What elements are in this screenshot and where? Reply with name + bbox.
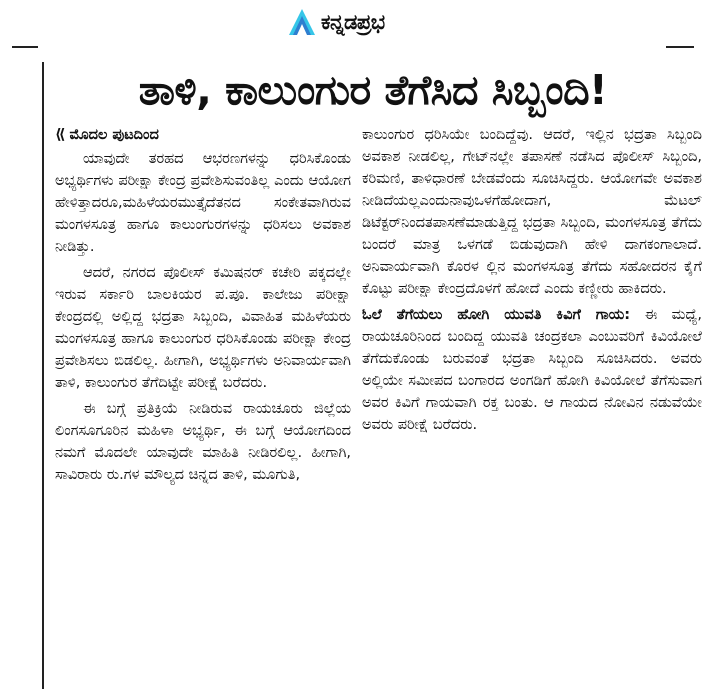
masthead bbox=[0, 0, 706, 52]
kicker-text: ಮೊದಲ ಪುಟದಿಂದ bbox=[69, 127, 159, 143]
left-column bbox=[55, 124, 351, 689]
column-divider bbox=[42, 62, 44, 689]
subhead-text: ಈ ಮಧ್ಯೆ, ರಾಯಚೂರಿನಿಂದ ಬಂದಿದ್ದ ಯುವತಿ ಚಂದ್ರಕಲಾ ಎಂಬುವರಿಗೆ ಕಿವಿಯೋಲೆ ತೆಗೆದುಕೊಂಡು ಬರುವಂತೆ ಭದ್ರತಾ ಸಿಬ್ಬಂದಿ ಸೂಚಿಸಿದರು. ಅವರು ಅಲ್ಲಿಯೇ ಸಮೀಪದ ಬಂಗಾರದ ಅಂಗಡಿಗೆ ಹೋಗಿ ಕಿವಿಯೋಲೆ ತೆಗೆಸುವಾಗ ಅವರ ಕಿವಿಗೆ ಗಾಯವಾಗಿ ರಕ್ತ ಬಂತು. ಆ ಗಾಯದ ನೋವಿನ ನಡುವೆಯೇ ಅವರು ಪರೀಕ್ಷೆ ಬರೆದರು. bbox=[362, 307, 702, 433]
subhead-paragraph bbox=[362, 304, 702, 436]
continued-kicker bbox=[55, 124, 351, 146]
right-column bbox=[362, 124, 702, 689]
brand bbox=[287, 6, 385, 38]
brand-logo-icon bbox=[287, 7, 317, 37]
masthead-rule-right bbox=[666, 46, 694, 48]
masthead-rule-left bbox=[12, 46, 38, 48]
brand-name: ಕನ್ನಡಪ್ರಭ bbox=[321, 9, 385, 34]
kicker-arrow-icon: ⟪ bbox=[55, 127, 66, 143]
headline: ತಾಳಿ, ಕಾಲುಂಗುರ ತೆಗೆಸಿದ ಸಿಬ್ಬಂದಿ! bbox=[138, 66, 608, 114]
subhead-title: ಓಲೆ ತೆಗೆಯಲು ಹೋಗಿ ಯುವತಿ ಕಿವಿಗೆ ಗಾಯ: bbox=[362, 307, 631, 323]
paragraph: ಯಾವುದೇ ತರಹದ ಆಭರಣಗಳನ್ನು ಧರಿಸಿಕೊಂಡು ಅಭ್ಯರ್ಥಿಗಳು ಪರೀಕ್ಷಾ ಕೇಂದ್ರ ಪ್ರವೇಶಿಸುವಂತಿಲ್ಲ ಎಂದು ಆಯೋಗ ಹೇಳಿತ್ತಾದರೂ,ಮಹಿಳೆಯರಮುತ್ತೈದೆತನದ ಸಂಕೇತವಾಗಿರುವ ಮಂಗಳಸೂತ್ರ ಹಾಗೂ ಕಾಲುಂಗುರಗಳನ್ನು ಧರಿಸಲು ಅವಕಾಶ ನೀಡಿತ್ತು. bbox=[55, 151, 351, 255]
paragraph: ಆದರೆ, ನಗರದ ಪೊಲೀಸ್ ಕಮಿಷನರ್ ಕಚೇರಿ ಪಕ್ಕದಲ್ಲೇ ಇರುವ ಸರ್ಕಾರಿ ಬಾಲಕಿಯರ ಪ.ಪೂ. ಕಾಲೇಜು ಪರೀಕ್ಷಾ ಕೇಂದ್ರದಲ್ಲಿ ಅಲ್ಲಿದ್ದ ಭದ್ರತಾ ಸಿಬ್ಬಂದಿ, ವಿವಾಹಿತ ಮಹಿಳೆಯರು ಮಂಗಳಸೂತ್ರ ಹಾಗೂ ಕಾಲುಂಗುರ ಧರಿಸಿಕೊಂಡು ಪರೀಕ್ಷಾ ಕೇಂದ್ರ ಪ್ರವೇಶಿಸಲು ಬಿಡಲಿಲ್ಲ. ಹೀಗಾಗಿ, ಅಭ್ಯರ್ಥಿಗಳು ಅನಿವಾರ್ಯವಾಗಿ ತಾಳಿ, ಕಾಲುಂಗುರ ತೆಗೆದಿಟ್ಟೇ ಪರೀಕ್ಷೆ ಬರೆದರು. bbox=[55, 265, 351, 391]
paragraph: ಕಾಲುಂಗುರ ಧರಿಸಿಯೇ ಬಂದಿದ್ದೆವು. ಆದರೆ, ಇಲ್ಲಿನ ಭದ್ರತಾ ಸಿಬ್ಬಂದಿ ಅವಕಾಶ ನೀಡಲಿಲ್ಲ, ಗೇಟ್‌ನಲ್ಲೇ ತಪಾಸಣೆ ನಡೆಸಿದ ಪೊಲೀಸ್ ಸಿಬ್ಬಂದಿ, ಕರಿಮಣಿ, ತಾಳಿಧಾರಣೆ ಬೇಡವೆಂದು ಸೂಚಿಸಿದ್ದರು. ಆಯೋಗವೇ ಅವಕಾಶ ನೀಡಿದೆಯಲ್ಲಎಂದುನಾವುಒಳಗೆಹೋದಾಗ, ಮೆಟಲ್ ಡಿಟೆಕ್ಟರ್‌ನಿಂದತಪಾಸಣೆಮಾಡುತ್ತಿದ್ದ ಭದ್ರತಾ ಸಿಬ್ಬಂದಿ, ಮಂಗಳಸೂತ್ರ ತೆಗೆದು ಬಂದರೆ ಮಾತ್ರ ಒಳಗಡೆ ಬಿಡುವುದಾಗಿ ಹೇಳಿ ದಾಗಕಂಗಾಲಾದೆ. ಅನಿವಾರ್ಯವಾಗಿ ಕೊರಳ ಲ್ಲಿನ ಮಂಗಳಸೂತ್ರ ತೆಗೆದು ಸಹೋದರನ ಕೈಗೆ ಕೊಟ್ಟು ಪರೀಕ್ಷಾ ಕೇಂದ್ರದೊಳಗೆ ಹೋದೆ ಎಂದು ಕಣ್ಣೀರು ಹಾಕಿದರು. bbox=[362, 127, 702, 297]
paragraph: ಈ ಬಗ್ಗೆ ಪ್ರತಿಕ್ರಿಯೆ ನೀಡಿರುವ ರಾಯಚೂರು ಜಿಲ್ಲೆಯ ಲಿಂಗಸೂಗೂರಿನ ಮಹಿಳಾ ಅಭ್ಯರ್ಥಿ, ಈ ಬಗ್ಗೆ ಆಯೋಗದಿಂದ ನಮಗೆ ಮೊದಲೇ ಯಾವುದೇ ಮಾಹಿತಿ ನೀಡಿರಲಿಲ್ಲ. ಹೀಗಾಗಿ, ಸಾವಿರಾರು ರು.ಗಳ ಮೌಲ್ಯದ ಚಿನ್ನದ ತಾಳಿ, ಮೂಗುತಿ, bbox=[55, 401, 351, 483]
